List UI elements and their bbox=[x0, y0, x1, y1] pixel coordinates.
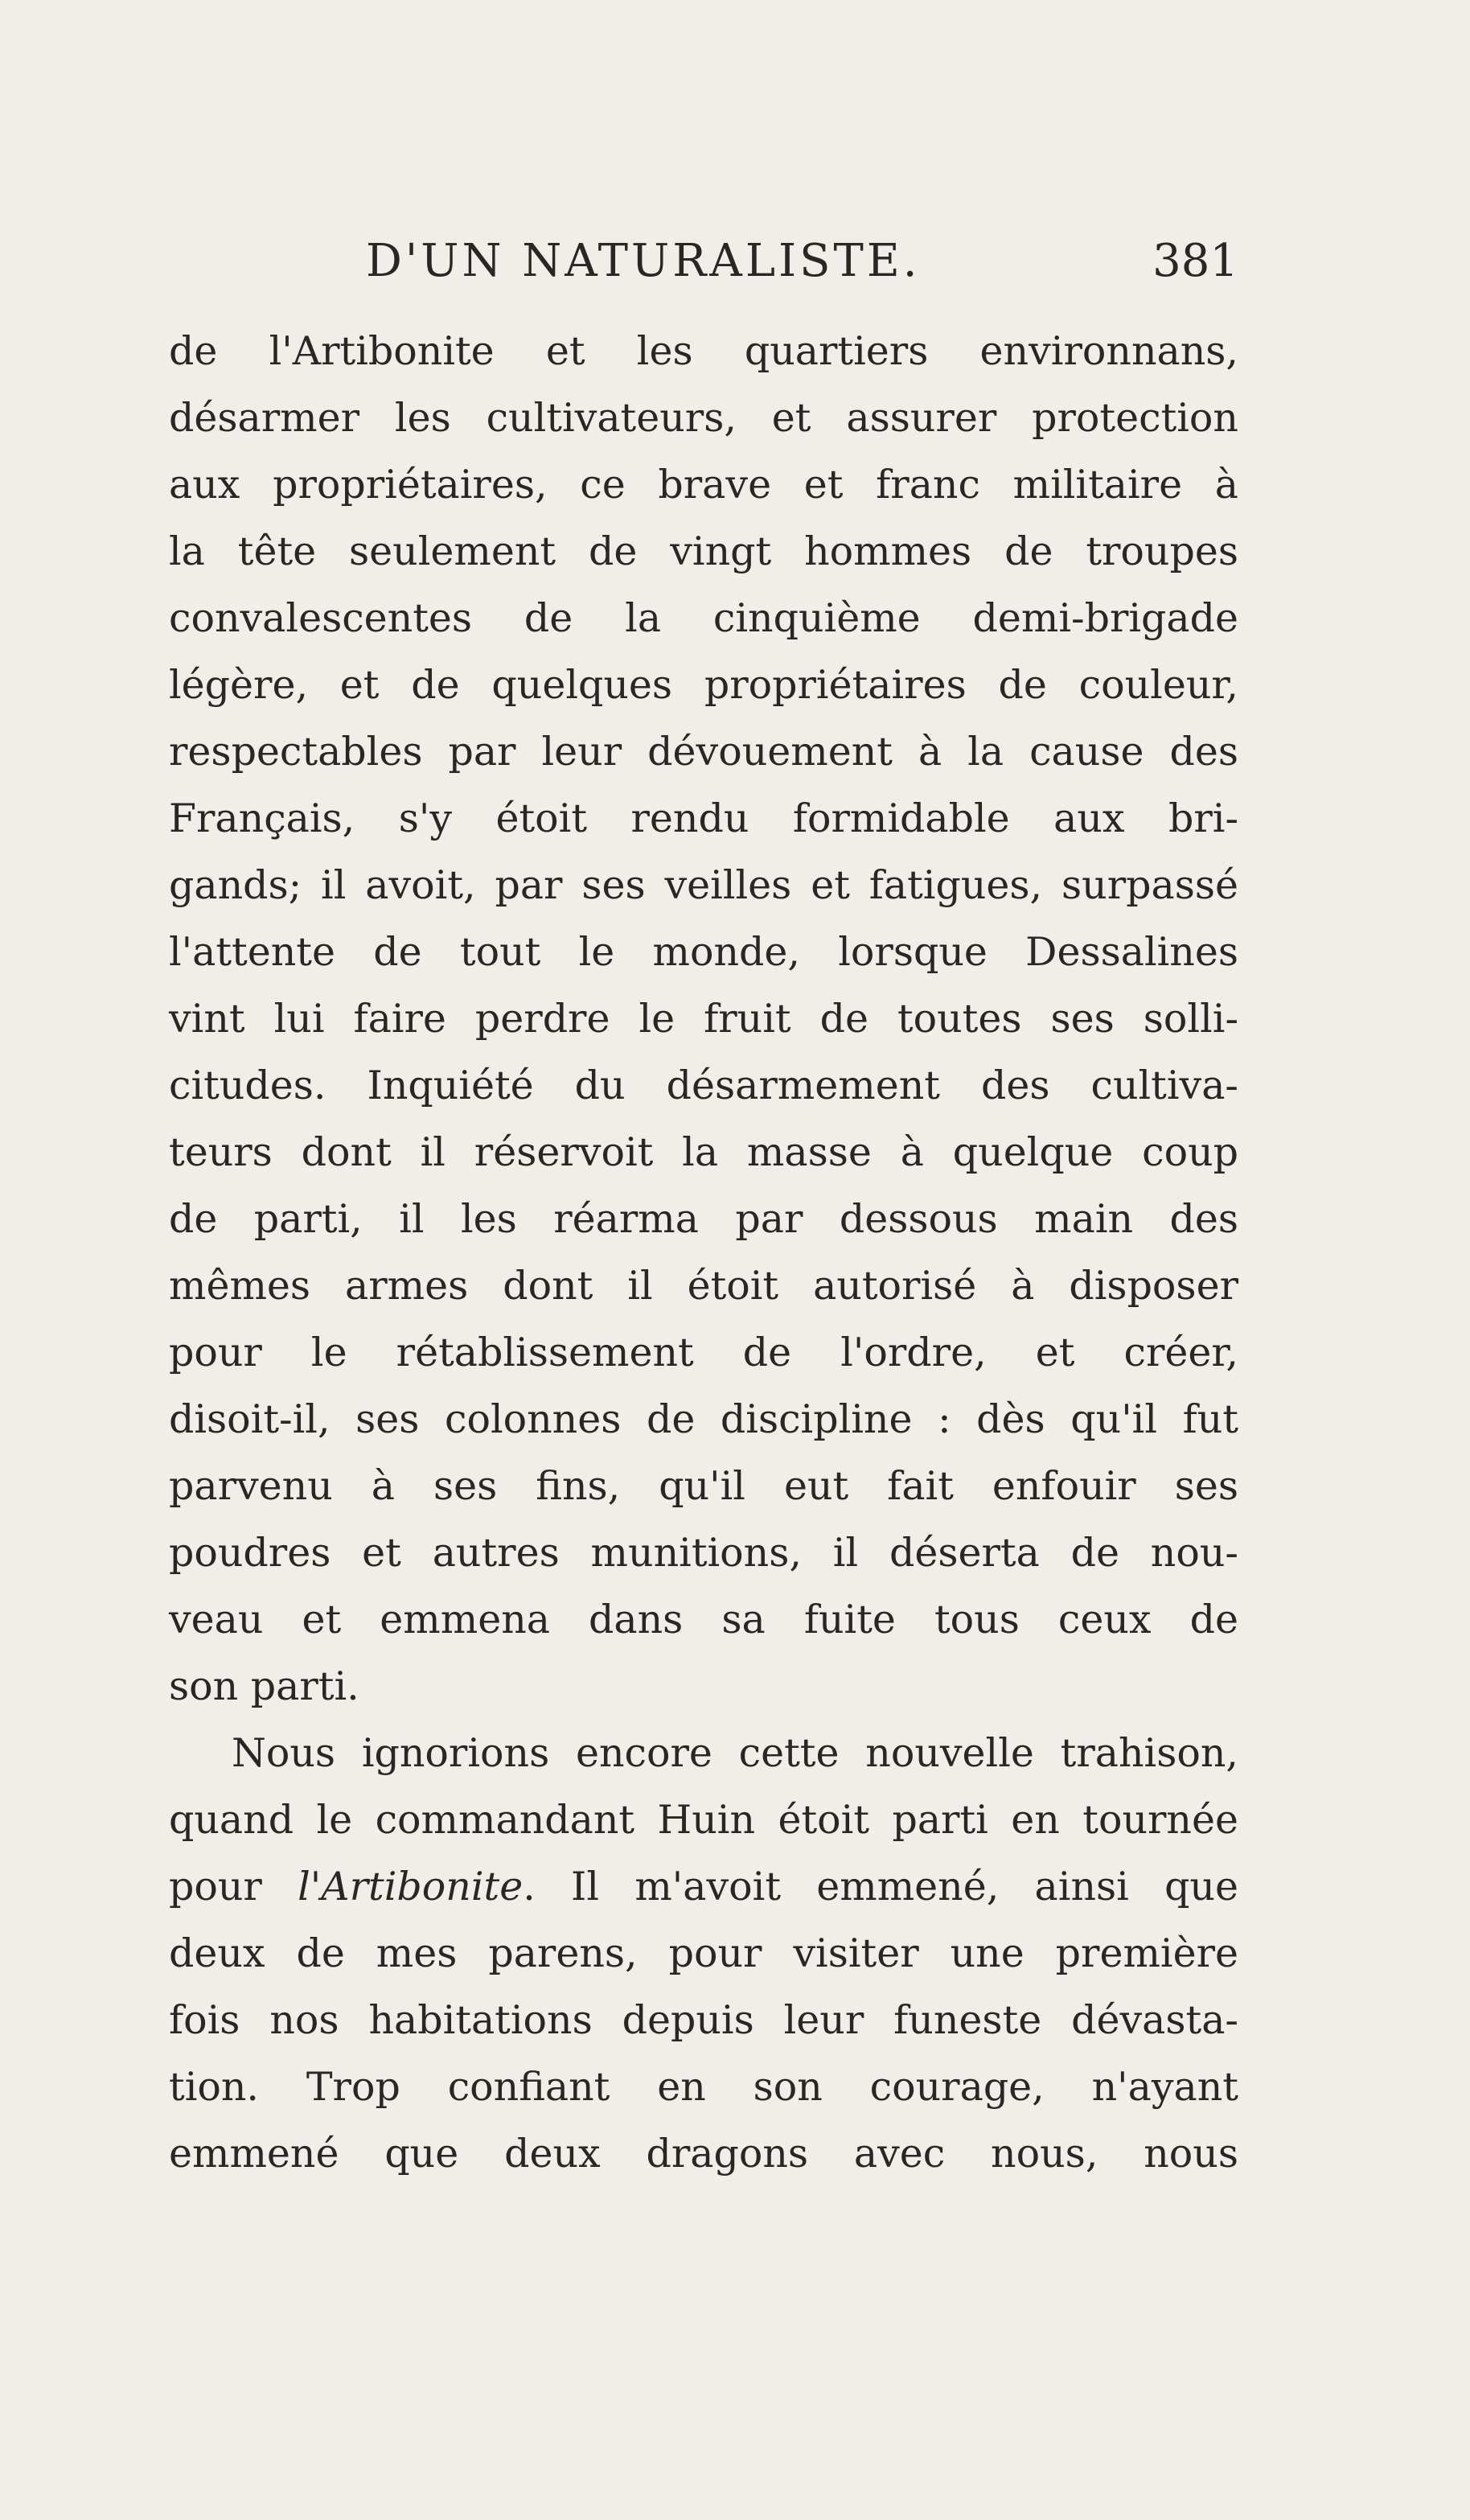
text-line: de parti, il les réarma par dessous main des bbox=[169, 1196, 1238, 1242]
text-line: légère, et de quelques propriétaires de couleur, bbox=[169, 662, 1238, 708]
text-line: emmené que deux dragons avec nous, nous bbox=[169, 2131, 1238, 2177]
text-line: gands; il avoit, par ses veilles et fatigues, surpassé bbox=[169, 862, 1238, 908]
text-line: l'attente de tout le monde, lorsque Dessalines bbox=[169, 929, 1238, 975]
text-line: pour le rétablissement de l'ordre, et créer, bbox=[169, 1330, 1238, 1375]
body-text bbox=[169, 318, 1238, 2187]
text-line: poudres et autres munitions, il déserta de nou- bbox=[169, 1530, 1238, 1576]
page-header bbox=[169, 229, 1238, 294]
paragraph-1 bbox=[169, 318, 1238, 1720]
text-line: quand le commandant Huin étoit parti en tournée bbox=[169, 1797, 1238, 1843]
text-line: désarmer les cultivateurs, et assurer protection bbox=[169, 395, 1238, 441]
text-line: convalescentes de la cinquième demi-brigade bbox=[169, 595, 1238, 641]
text-line: parvenu à ses fins, qu'il eut fait enfouir ses bbox=[169, 1463, 1238, 1509]
text-line: tion. Trop confiant en son courage, n'ayant bbox=[169, 2064, 1238, 2110]
text-line: fois nos habitations depuis leur funeste dévasta- bbox=[169, 1997, 1238, 2043]
text-line: vint lui faire perdre le fruit de toutes ses solli- bbox=[169, 996, 1238, 1042]
text-line-with-italic bbox=[169, 1853, 1238, 1920]
text-line: veau et emmena dans sa fuite tous ceux de bbox=[169, 1597, 1238, 1642]
running-title: D'UN NATURALISTE. bbox=[366, 235, 921, 287]
text-line: deux de mes parens, pour visiter une première bbox=[169, 1930, 1238, 1976]
paragraph-2 bbox=[169, 1720, 1238, 2187]
text-line: respectables par leur dévouement à la cause des bbox=[169, 729, 1238, 775]
text-line: de l'Artibonite et les quartiers environnans, bbox=[169, 328, 1238, 374]
italic-place-name: l'Artibonite bbox=[298, 1864, 524, 1910]
text-segment: . Il m'avoit emmené, ainsi que bbox=[523, 1864, 1238, 1910]
text-line: citudes. Inquiété du désarmement des cultiva- bbox=[169, 1063, 1238, 1108]
text-line: mêmes armes dont il étoit autorisé à disposer bbox=[169, 1263, 1238, 1309]
text-line: Nous ignorions encore cette nouvelle trahison, bbox=[232, 1730, 1238, 1776]
text-line: teurs dont il réservoit la masse à quelque coup bbox=[169, 1129, 1238, 1175]
text-line: disoit-il, ses colonnes de discipline : dès qu'il fut bbox=[169, 1396, 1238, 1442]
text-line: aux propriétaires, ce brave et franc militaire à bbox=[169, 462, 1238, 508]
text-line: son parti. bbox=[169, 1663, 359, 1709]
text-line: Français, s'y étoit rendu formidable aux bri- bbox=[169, 795, 1238, 841]
text-line: la tête seulement de vingt hommes de troupes bbox=[169, 528, 1238, 574]
page-number: 381 bbox=[1152, 235, 1238, 287]
text-segment: pour bbox=[169, 1864, 298, 1910]
